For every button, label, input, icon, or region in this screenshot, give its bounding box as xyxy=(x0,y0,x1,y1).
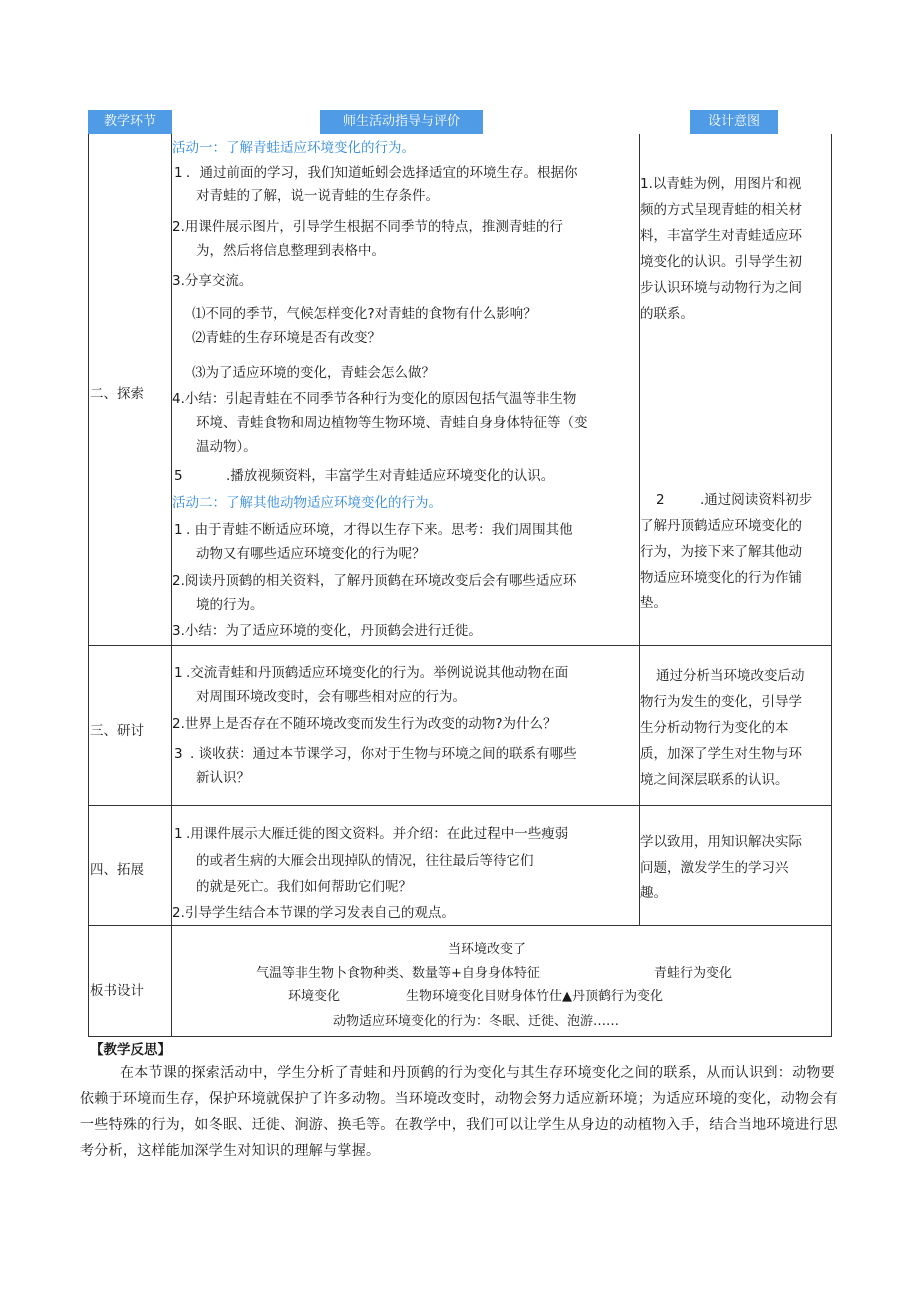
reflection-title: 【教学反思】 xyxy=(90,1042,171,1058)
extend-intent-line1: 学以致用，用知识解决实际 xyxy=(640,834,802,850)
explore-intent-line5: 步认识环境与动物行为之间 xyxy=(640,280,802,296)
discuss-item1-line1: .交流青蛙和丹顶鹤适应环境变化的行为。举例说说其他动物在面 xyxy=(186,665,569,681)
activity2-item1-line1: . 由于青蛙不断适应环境，才得以生存下来。思考：我们周围其他 xyxy=(186,522,573,538)
activity1-item1-number: 1 xyxy=(174,165,183,181)
explore-intent2-number: 2 xyxy=(656,492,665,508)
explore-intent2-line5: 垫。 xyxy=(640,595,667,611)
extend-item1-line3: 的就是死亡。我们如何帮助它们呢？ xyxy=(196,879,412,895)
extend-item1-line1: .用课件展示大雁迁徙的图文资料。并介绍：在此过程中一些瘦弱 xyxy=(186,826,569,842)
board-line2-left: 环境变化 xyxy=(288,989,341,1004)
discuss-intent-line3: 生分析动物行为变化的本 xyxy=(640,720,789,736)
explore-intent2-line3: 行为，为接下来了解其他动 xyxy=(640,544,802,560)
stage-label-extend: 四、拓展 xyxy=(90,862,144,878)
question-1: ⑴不同的季节，气候怎样变化?对青蛙的食物有什么影响？ xyxy=(192,306,537,322)
activity1-item1-line2: 对青蛙的了解，说一说青蛙的生存条件。 xyxy=(196,188,439,204)
table-border-left xyxy=(88,134,89,1037)
extend-item1-line2: 的或者生病的大雁会出现掉队的情况，往往最后等待它们 xyxy=(196,853,534,869)
explore-intent2-line2: 了解丹顶鹤适应环境变化的 xyxy=(640,518,802,534)
header-teaching-stage: 教学环节 xyxy=(88,110,172,134)
table-border-right xyxy=(831,134,832,1037)
explore-intent2-line1: .通过阅读资料初步 xyxy=(700,492,813,508)
explore-intent-line1: 1.以青蛙为例，用图片和视 xyxy=(640,176,802,192)
activity1-summary-line2: 环境、青蛙食物和周边植物等生物环境、青蛙自身身体特征等（变 xyxy=(196,415,588,431)
activity1-item5-number: 5 xyxy=(174,468,183,484)
activity1-summary-line1: 4.小结：引起青蛙在不同季节各种行为变化的原因包括气温等非生物 xyxy=(172,391,577,407)
activity1-item2-line1: 2.用课件展示图片，引导学生根据不同季节的特点，推测青蛙的行 xyxy=(172,219,563,235)
discuss-item3-line1: . 谈收获：通过本节课学习，你对于生物与环境之间的联系有哪些 xyxy=(190,746,577,762)
stage-label-explore: 二、探索 xyxy=(90,386,144,402)
discuss-intent-line4: 质，加深了学生对生物与环 xyxy=(640,746,802,762)
explore-intent-line4: 境变化的认识。引导学生初 xyxy=(640,254,802,270)
activity2-item2-line2: 境的行为。 xyxy=(196,597,264,613)
activity2-item1-line2: 动物又有哪些适应环境变化的行为呢？ xyxy=(196,546,426,562)
explore-intent-line3: 料，丰富学生对青蛙适应环 xyxy=(640,228,802,244)
header-activity-guidance: 师生活动指导与评价 xyxy=(320,110,483,134)
activity1-item5: .播放视频资料，丰富学生对青蛙适应环境变化的认识。 xyxy=(226,468,555,484)
board-title: 当环境改变了 xyxy=(448,942,527,957)
question-3: ⑶为了适应环境的变化，青蛙会怎么做？ xyxy=(192,365,435,381)
activity1-item1-line1: ．通过前面的学习，我们知道蚯蚓会选择适宜的环境生存。根据你 xyxy=(186,165,578,181)
board-line3: 动物适应环境变化的行为：冬眠、迁徙、泡游…… xyxy=(333,1014,620,1029)
activity2-item2-line1: 2.阅读丹顶鹤的相关资料，了解丹顶鹤在环境改变后会有哪些适应环 xyxy=(172,573,577,589)
stage-label-discuss: 三、研讨 xyxy=(90,723,144,739)
discuss-intent-line5: 境之间深层联系的认识。 xyxy=(640,772,789,788)
explore-intent-line6: 的联系。 xyxy=(640,306,694,322)
activity1-item3: 3.分享交流。 xyxy=(172,273,253,289)
discuss-item3-number: 3 xyxy=(174,746,183,762)
discuss-item1-line2: 对周围环境改变时，会有哪些相对应的行为。 xyxy=(196,689,466,705)
header-design-intent: 设计意图 xyxy=(690,110,778,134)
board-line2-right: 生物环境变化目财身体竹仕▲丹顶鹤行为变化 xyxy=(406,989,663,1004)
row-divider-explore xyxy=(88,645,832,646)
row-divider-extend xyxy=(88,925,832,926)
activity2-item1-number: 1 xyxy=(174,522,183,538)
activity1-title: 活动一：了解青蛙适应环境变化的行为。 xyxy=(172,140,415,156)
extend-item1-number: 1 xyxy=(174,826,183,842)
activity2-summary: 3.小结：为了适应环境的变化，丹顶鹤会进行迁徙。 xyxy=(172,623,482,639)
question-2: ⑵青蛙的生存环境是否有改变？ xyxy=(192,330,381,346)
discuss-intent-line1: 通过分析当环境改变后动 xyxy=(656,668,805,684)
reflection-text: 在本节课的探索活动中，学生分析了青蛙和丹顶鹤的行为变化与其生存环境变化之间的联系，从而认识到：动物要依赖于环境而生存，保护环境就保护了许多动物。当环境改变时，动物会努力适应新环境；为适应环境的变化，动物会有一些特殊的行为，如冬眠、迁徙、涧游、换毛等。在教学中，我们可以让学生从身边的动植物入手，结合当地环境进行思考分析，这样能加深学生对知识的理解与掌握。 xyxy=(80,1065,838,1159)
extend-item2: 2.引导学生结合本节课的学习发表自己的观点。 xyxy=(172,905,455,921)
activity1-item2-line2: 为，然后将信息整理到表格中。 xyxy=(196,243,385,259)
discuss-intent-line2: 物行为发生的变化，引导学 xyxy=(640,694,802,710)
discuss-item1-number: 1 xyxy=(174,665,183,681)
extend-intent-line2: 问题，激发学生的学习兴 xyxy=(640,860,789,876)
discuss-item2: 2.世界上是否存在不随环境改变而发生行为改变的动物?为什么？ xyxy=(172,716,557,732)
row-divider-discuss xyxy=(88,805,832,806)
board-line1-left: 气温等非生物卜食物种类、数量等+自身身体特征 xyxy=(256,966,540,981)
activity2-title: 活动二：了解其他动物适应环境变化的行为。 xyxy=(172,495,442,511)
table-border-bottom xyxy=(88,1036,832,1037)
discuss-item3-line2: 新认识？ xyxy=(196,770,250,786)
extend-intent-line3: 趣。 xyxy=(640,885,667,901)
explore-intent2-line4: 物适应环境变化的行为作铺 xyxy=(640,570,802,586)
activity1-summary-line3: 温动物）。 xyxy=(196,439,257,455)
board-line1-right: 青蛙行为变化 xyxy=(654,966,733,981)
stage-label-board: 板书设计 xyxy=(90,983,144,999)
explore-intent-line2: 频的方式呈现青蛙的相关材 xyxy=(640,202,802,218)
